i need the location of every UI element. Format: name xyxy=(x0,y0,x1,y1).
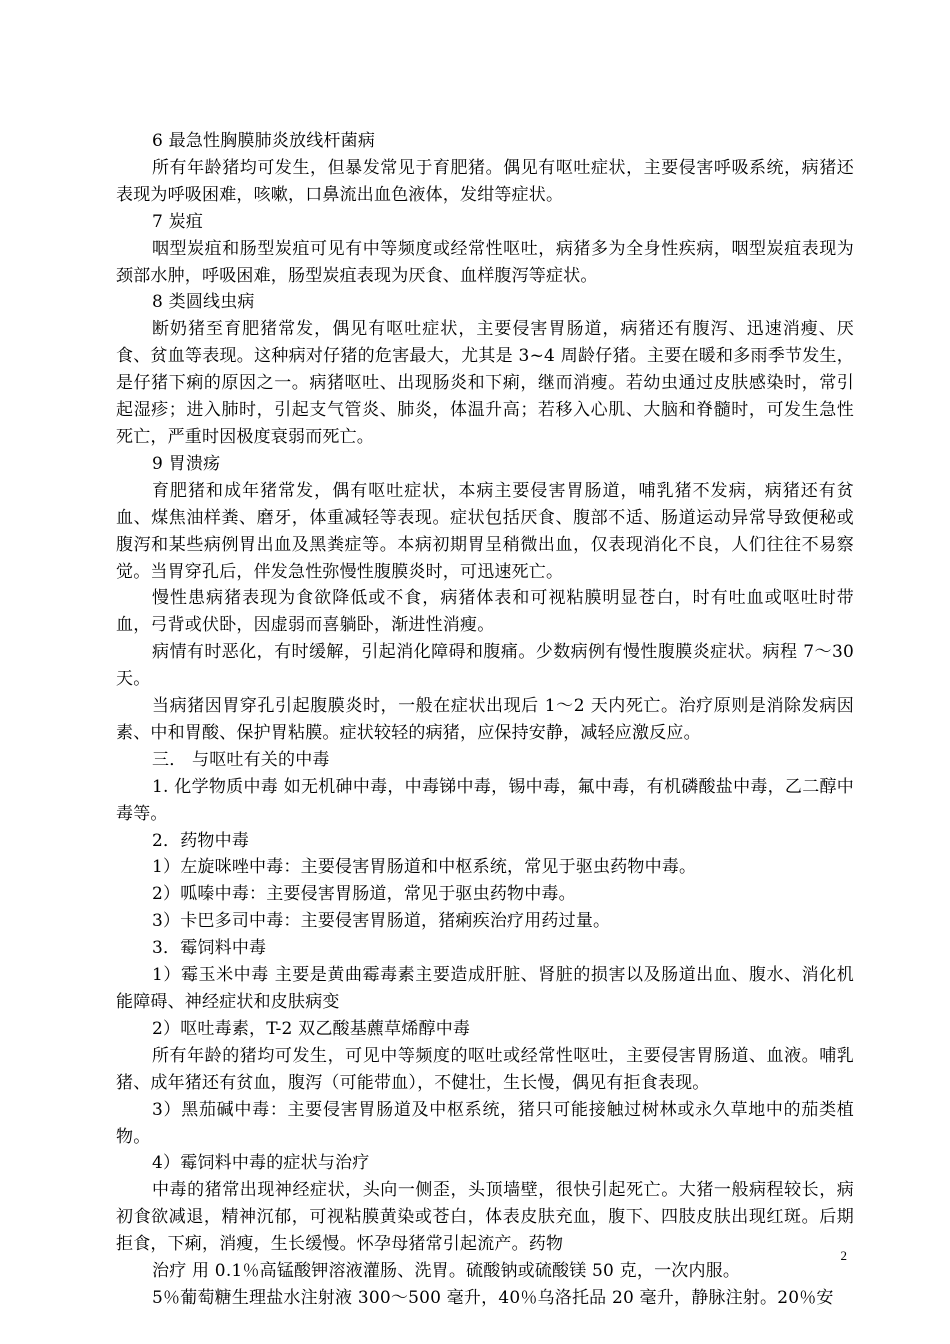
paragraph: 断奶猪至育肥猪常发，偶见有呕吐症状，主要侵害胃肠道，病猪还有腹泻、迅速消瘦、厌食、贫血等表现。这种病对仔猪的危害最大，尤其是 3~4 周龄仔猪。主要在暖和多雨季节发生，是仔猪下痢的原因之一。病猪呕吐、出现肠炎和下痢，继而消瘦。若幼虫通过皮肤感染时，常引起湿疹；进入肺时，引起支气管炎、肺炎，体温升高；若移入心肌、大脑和脊髓时，可发生急性死亡，严重时因极度衰弱而死亡。 xyxy=(116,319,854,447)
subheading-moldy-feed: 3．霉饲料中毒 xyxy=(152,938,267,959)
paragraph: 所有年龄的猪均可发生，可见中等频度的呕吐或经常性呕吐，主要侵害胃肠道、血液。哺乳猪、成年猪还有贫血，腹泻（可能带血），不健壮，生长慢，偶见有拒食表现。 xyxy=(116,1045,854,1093)
section-heading-7: 7 炭疽 xyxy=(152,211,204,232)
list-item: 3）卡巴多司中毒：主要侵害胃肠道，猪痢疾治疗用药过量。 xyxy=(152,911,611,932)
list-item: 1）左旋咪唑中毒：主要侵害胃肠道和中枢系统，常见于驱虫药物中毒。 xyxy=(152,857,697,878)
paragraph: 治疗 用 0.1％高锰酸钾溶液灌肠、洗胃。硫酸钠或硫酸镁 50 克，一次内服。 xyxy=(152,1261,741,1282)
document-body xyxy=(116,128,854,1312)
paragraph: 咽型炭疽和肠型炭疽可见有中等频度或经常性呕吐，病猪多为全身性疾病，咽型炭疽表现为颈部水肿，呼吸困难，肠型炭疽表现为厌食、血样腹泻等症状。 xyxy=(116,238,854,286)
paragraph: 病情有时恶化，有时缓解，引起消化障碍和腹痛。少数病例有慢性腹膜炎症状。病程 7～30 天。 xyxy=(116,642,854,690)
paragraph: 所有年龄猪均可发生，但暴发常见于育肥猪。偶见有呕吐症状，主要侵害呼吸系统，病猪还表现为呼吸困难，咳嗽，口鼻流出血色液体，发绀等症状。 xyxy=(116,157,854,205)
paragraph: 当病猪因胃穿孔引起腹膜炎时，一般在症状出现后 1～2 天内死亡。治疗原则是消除发病因素、中和胃酸、保护胃粘膜。症状较轻的病猪，应保持安静，减轻应激反应。 xyxy=(116,696,854,743)
paragraph: 1. 化学物质中毒 如无机砷中毒，中毒锑中毒，锡中毒，氟中毒，有机磷酸盐中毒，乙二醇中毒等。 xyxy=(116,776,854,824)
list-item: 3）黑茄碱中毒：主要侵害胃肠道及中枢系统，猪只可能接触过树林或永久草地中的茄类植物。 xyxy=(116,1099,854,1147)
section-heading-8: 8 类圆线虫病 xyxy=(152,292,255,313)
section-heading-6: 6 最急性胸膜肺炎放线杆菌病 xyxy=(152,131,376,151)
page-number: 2 xyxy=(840,1248,847,1263)
paragraph: 育肥猪和成年猪常发，偶有呕吐症状，本病主要侵害胃肠道，哺乳猪不发病，病猪还有贫血、煤焦油样粪、磨牙，体重减轻等表现。症状包括厌食、腹部不适、肠道运动异常导致便秘或腹泻和某些病例胃出血及黑粪症等。本病初期胃呈稍微出血，仅表现消化不良，人们往往不易察觉。当胃穿孔后，伴发急性弥慢性腹膜炎时，可迅速死亡。 xyxy=(116,480,854,582)
section-heading-9: 9 胃溃疡 xyxy=(152,453,221,474)
paragraph: 慢性患病猪表现为食欲降低或不食，病猪体表和可视粘膜明显苍白，时有吐血或呕吐时带血，弓背或伏卧，因虚弱而喜躺卧，渐进性消瘦。 xyxy=(116,588,854,636)
paragraph: 5％葡萄糖生理盐水注射液 300～500 毫升，40％乌洛托品 20 毫升，静脉注射。20％安 xyxy=(152,1287,834,1308)
list-item: 2）呱嗪中毒：主要侵害胃肠道，常见于驱虫药物中毒。 xyxy=(152,884,576,905)
list-item: 1）霉玉米中毒 主要是黄曲霉毒素主要造成肝脏、肾脏的损害以及肠道出血、腹水、消化机能障碍、神经症状和皮肤病变 xyxy=(116,965,854,1012)
subheading-drug-poisoning: 2．药物中毒 xyxy=(152,830,250,851)
list-item: 4）霉饲料中毒的症状与治疗 xyxy=(152,1153,370,1174)
section-heading-poisoning: 三． 与呕吐有关的中毒 xyxy=(152,749,330,770)
paragraph: 中毒的猪常出现神经症状，头向一侧歪，头顶墙壁，很快引起死亡。大猪一般病程较长，病初食欲减退，精神沉郁，可视粘膜黄染或苍白，体表皮肤充血，腹下、四肢皮肤出现红斑。后期拒食，下痢，消瘦，生长缓慢。怀孕母猪常引起流产。药物 xyxy=(116,1180,854,1255)
list-item: 2）呕吐毒素，T-2 双乙酸基藨草烯醇中毒 xyxy=(152,1018,471,1039)
